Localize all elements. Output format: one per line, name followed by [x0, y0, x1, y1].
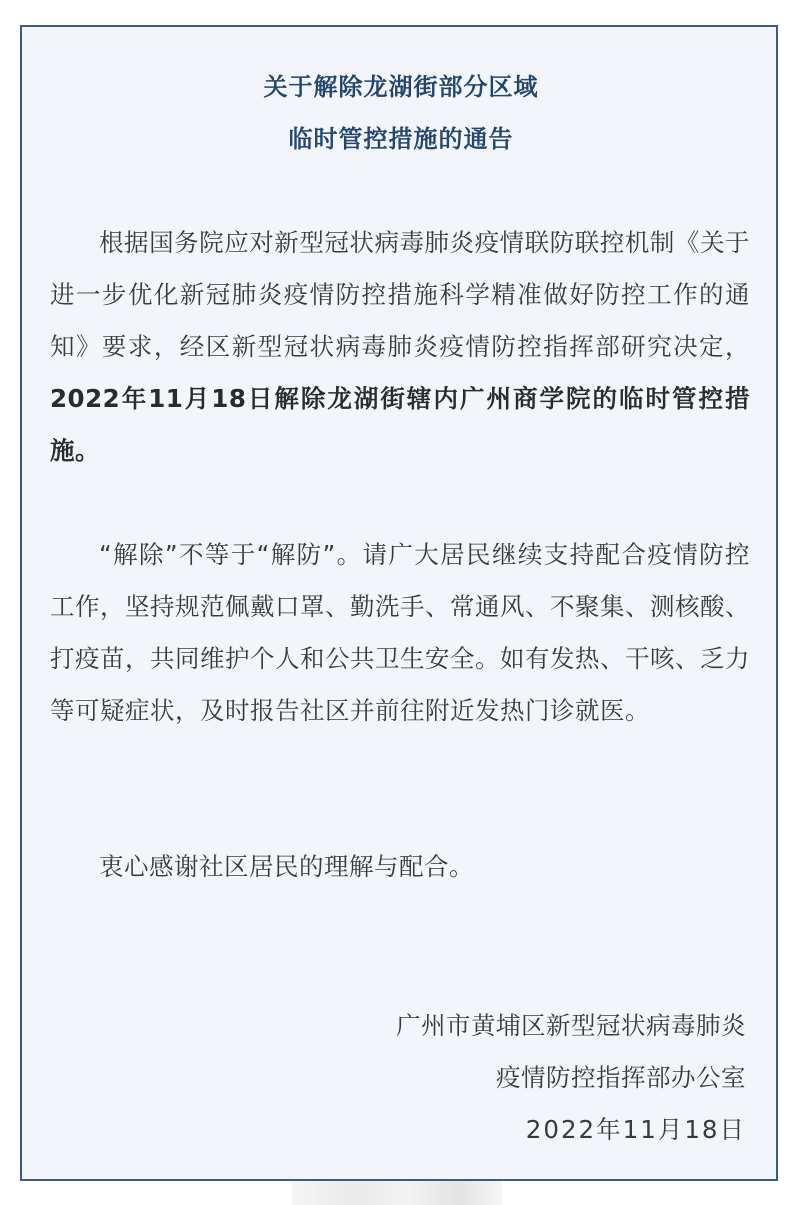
- signature-line2: 疫情防控指挥部办公室: [496, 1063, 746, 1092]
- paragraph-thanks: 衷心感谢社区居民的理解与配合。: [99, 852, 474, 881]
- notice-title-line1: 关于解除龙湖街部分区域: [263, 73, 539, 101]
- notice-date: 2022年11月18日: [525, 1115, 746, 1144]
- notice-title-line2: 临时管控措施的通告: [288, 125, 514, 153]
- notice-card: [20, 25, 778, 1181]
- watermark-blur: [292, 1181, 502, 1205]
- signature-line1: 广州市黄埔区新型冠状病毒肺炎: [396, 1011, 746, 1040]
- paragraph-decision-highlight: 2022年11月18日解除龙湖街辖内广州商学院的临时管控措施。: [50, 384, 750, 465]
- paragraph-prevention: “解除”不等于“解防”。请广大居民继续支持配合疫情防控工作，坚持规范佩戴口罩、勤洗手、常通风、不聚集、测核酸、打疫苗，共同维护个人和公共卫生安全。如有发热、干咳、乏力等可疑症状，及时报告社区并前往附近发热门诊就医。: [50, 540, 750, 725]
- paragraph-decision-text: 根据国务院应对新型冠状病毒肺炎疫情联防联控机制《关于进一步优化新冠肺炎疫情防控措施科学精准做好防控工作的通知》要求，经区新型冠状病毒肺炎疫情防控指挥部研究决定，: [50, 228, 750, 361]
- paragraph-decision: [50, 217, 750, 477]
